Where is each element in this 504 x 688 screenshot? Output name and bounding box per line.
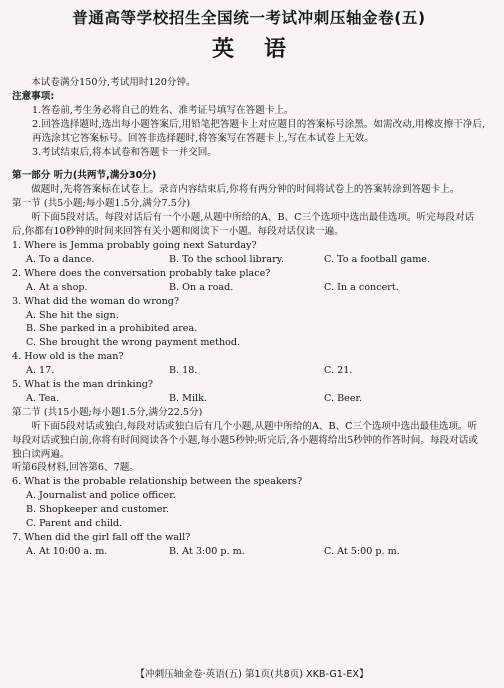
option-b: B. 18. <box>169 365 198 377</box>
part1-instruction: 做题时,先将答案标在试卷上。录音内容结束后,你将有两分钟的时间将试卷上的答案转涂到答题卡上。 <box>31 184 460 196</box>
question-7: 7. When did the girl fall off the wall? <box>12 532 191 543</box>
notice-item-2: 2.回答选择题时,选出每小题答案后,用铅笔把答题卡上对应题目的答案标号涂黑。如需改动,用橡皮擦干净后,再选涂其它答案标号。回答非选择题时,将答案写在答题卡上,写在本试卷上无效。 <box>32 118 486 144</box>
options-5 <box>12 392 486 406</box>
section2-instruction: 听下面5段对话或独白,每段对话或独白后有几个小题,从题中所给的A、B、C三个选项中选出最佳选项。听每段对话或独白前,你将有时间阅读各个小题,每小题5秒钟;听完后,各小题将给出5秒钟的作答时间。每段对话或独白读两遍。 <box>12 420 478 460</box>
page-footer: 【冲刺压轴金卷·英语(五) 第1页(共8页) XKB-G1-EX】 <box>135 669 369 681</box>
question-3: 3. What did the woman do wrong? <box>12 295 180 307</box>
exam-intro: 本试卷满分150分,考试用时120分钟。 <box>31 77 196 88</box>
option-c: C. In a concert. <box>324 281 399 293</box>
option-a: A. To a dance. <box>26 253 95 265</box>
options-4 <box>12 364 486 378</box>
question-6: 6. What is the probable relationship between the speakers? <box>12 476 303 488</box>
option-a: A. Tea. <box>26 392 60 404</box>
question-1: 1. Where is Jemma probably going next Saturday? <box>12 239 257 251</box>
option-a: A. 17. <box>26 365 55 377</box>
option-b: B. On a road. <box>169 281 234 293</box>
part1-heading: 第一部分 听力(共两节,满分30分) <box>12 170 157 182</box>
options-1 <box>12 253 486 267</box>
option-c: C. She brought the wrong payment method. <box>26 337 241 349</box>
section1-questions <box>12 239 486 406</box>
section2-heading: 第二节 (共15小题;每小题1.5分,满分22.5分) <box>12 406 203 418</box>
option-a: A. Journalist and police officer. <box>26 490 176 502</box>
section1-instruction: 听下面5段对话。每段对话后有一个小题,从题中所给的A、B、C三个选项中选出最佳选项。听完每段对话后,你都有10秒钟的时间来回答有关小题和阅读下一小题。每段对话仅读一遍。 <box>12 212 475 238</box>
option-c: C. To a football game. <box>324 253 431 265</box>
option-b: B. Milk. <box>169 392 207 404</box>
section2-questions <box>12 475 486 558</box>
subject-title: 英语 <box>211 37 316 62</box>
options-2 <box>12 281 486 295</box>
option-a: A. At 10:00 a. m. <box>26 545 108 557</box>
option-b: B. Shopkeeper and customer. <box>26 504 169 516</box>
option-a: A. At a shop. <box>26 281 88 293</box>
notice-item-3: 3.考试结束后,将本试卷和答题卡一并交回。 <box>32 146 217 158</box>
option-c: C. 21. <box>324 365 353 377</box>
question-4: 4. How old is the man? <box>12 351 124 363</box>
exam-title: 普通高等学校招生全国统一考试冲刺压轴金卷(五) <box>72 9 426 27</box>
option-b: B. She parked in a prohibited area. <box>26 323 198 335</box>
option-a: A. She hit the sign. <box>26 309 119 321</box>
option-c: C. Beer. <box>324 392 363 404</box>
section1-heading: 第一节 (共5小题;每小题1.5分,满分7.5分) <box>12 198 191 210</box>
notice-item-1: 1.答卷前,考生务必将自己的姓名、准考证号填写在答题卡上。 <box>32 104 294 116</box>
question-5: 5. What is the man drinking? <box>12 379 154 391</box>
option-b: B. At 3:00 p. m. <box>169 545 245 557</box>
material-note: 听第6段材料,回答第6、7题。 <box>12 462 139 474</box>
options-7 <box>12 545 486 559</box>
question-2: 2. Where does the conversation probably take place? <box>12 267 271 279</box>
option-c: C. At 5:00 p. m. <box>324 545 400 557</box>
option-b: B. To the school library. <box>169 253 284 265</box>
option-c: C. Parent and child. <box>26 518 123 530</box>
notice-heading: 注意事项: <box>12 90 55 102</box>
